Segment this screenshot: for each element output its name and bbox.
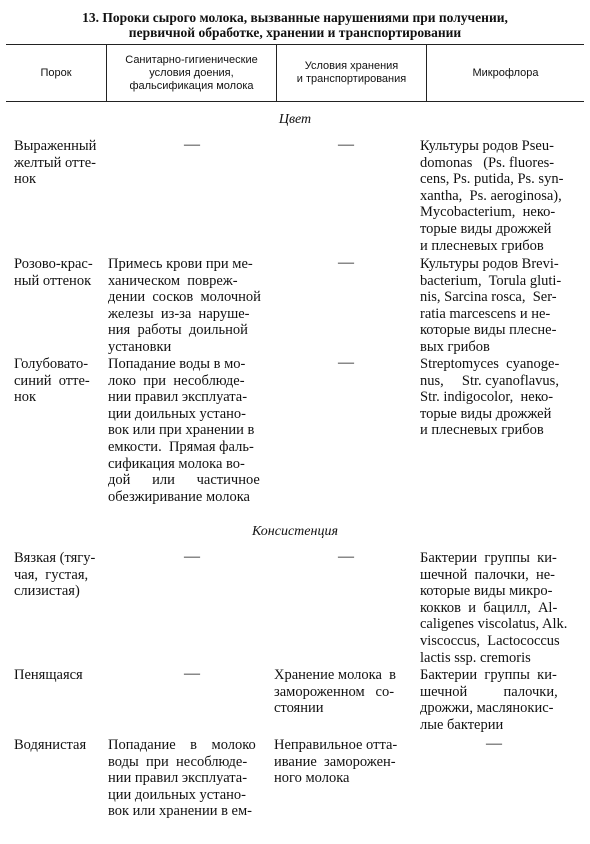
section-consistency: Консистенция [252, 524, 338, 539]
row-storage: — [338, 254, 354, 271]
row-microflora: Streptomyces cyanoge- nus, Str. cyanoflavus, Str. indigocolor, неко- торые виды дрожжей и плесневых грибов [420, 356, 560, 439]
row-storage: Неправильное отта- ивание заморожен- ного молока [274, 737, 398, 787]
row-storage: Хранение молока в замороженном со- стоянии [274, 667, 397, 717]
row-microflora: Бактерии группы ки- шечной палочки, не- которые виды микро- кокков и бацилл, Al- caligenes viscolatus, Alk. viscoccus, Lactococcus lactis ssp. cremoris [420, 550, 568, 666]
row-defect: Пенящаяся [14, 667, 83, 683]
row-defect: Розово-крас- ный оттенок [14, 256, 93, 289]
row-defect: Голубовато- синий отте- нок [14, 356, 90, 406]
row-storage: — [338, 548, 354, 565]
row-sanitary: — [184, 136, 200, 153]
row-defect: Вязкая (тягу- чая, густая, слизистая) [14, 550, 96, 600]
row-sanitary: Попадание воды в мо- локо при несоблюде- нии правил эксплуата- ции доильных устано- вок или при хранении в емкости. Прямая фаль- сификация молока во- дой или частичное обезжиривание молока [108, 356, 260, 505]
row-defect: Водянистая [14, 737, 87, 753]
header-storage: Условия хранения и транспортирования [276, 45, 426, 101]
table-title [0, 10, 590, 40]
header-microflora: Микрофлора [426, 45, 584, 101]
row-microflora: Бактерии группы ки- шечной палочки, дрожжи, маслянокис- лые бактерии [420, 667, 558, 733]
table-title-line-1: 13. Пороки сырого молока, вызванные нарушениями при получении, [82, 10, 508, 25]
row-storage: — [338, 136, 354, 153]
section-color: Цвет [278, 112, 312, 127]
row-microflora: Культуры родов Brevi- bacterium, Torula gluti- nis, Sarcina rosca, Ser- ratia marcescens и не- которые виды плесне- вых грибов [420, 256, 562, 355]
header-sanitary: Санитарно-гигиенические условия доения, фальсификация молока [106, 45, 276, 101]
row-storage: — [338, 354, 354, 371]
row-sanitary: Попадание в молоко воды при несоблюде- нии правил эксплуата- ции доильных устано- вок или хранении в ем- [108, 737, 256, 820]
row-sanitary: — [184, 548, 200, 565]
table-title-line-2: первичной обработке, хранении и транспортировании [128, 25, 462, 40]
row-defect: Выраженный желтый отте- нок [14, 138, 97, 188]
header-defect: Порок [40, 66, 72, 79]
row-microflora: Культуры родов Pseu- domonas (Ps. fluores- cens, Ps. putida, Ps. syn- xantha, Ps. aeroginosa), Mycobacterium, неко- торые виды дрожжей и плесневых грибов [420, 138, 564, 254]
row-microflora: — [486, 735, 502, 752]
row-sanitary: — [184, 665, 200, 682]
row-sanitary: Примесь крови при ме- ханическом повреж- дении сосков молочной железы из-за наруше- ния работы доильной установки [108, 256, 261, 355]
table-header [6, 44, 584, 102]
